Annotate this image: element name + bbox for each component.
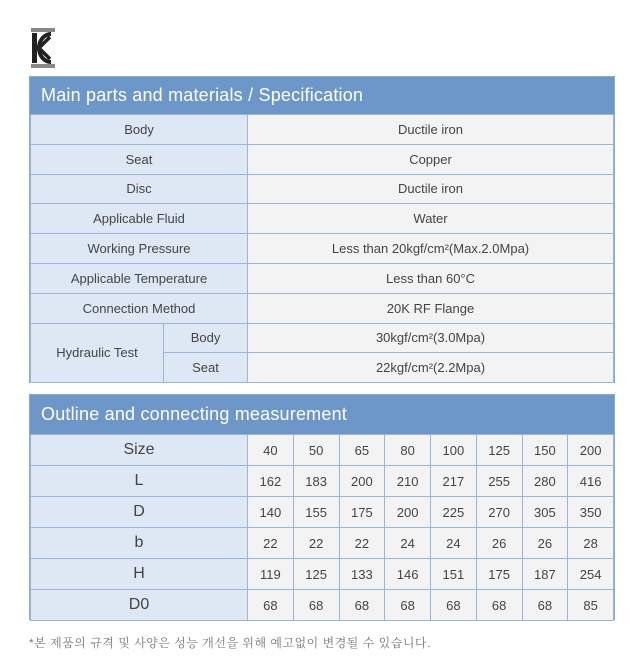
spec-label: Applicable Temperature — [31, 263, 248, 293]
spec-row — [31, 293, 614, 323]
measurement-value: 140 — [248, 497, 294, 528]
measurement-label: D0 — [31, 590, 248, 621]
measurement-value: 22 — [339, 528, 385, 559]
kc-certification-mark-icon — [30, 26, 56, 72]
measurement-value: 183 — [293, 466, 339, 497]
measurement-value: 68 — [293, 590, 339, 621]
measurement-value: 175 — [476, 559, 522, 590]
hydraulic-sub-value: 22kgf/cm²(2.2Mpa) — [248, 353, 614, 383]
measurement-value: 24 — [431, 528, 477, 559]
measurement-row — [31, 559, 614, 590]
spec-row — [31, 174, 614, 204]
measurement-value: 200 — [568, 435, 614, 466]
measurement-row — [31, 435, 614, 466]
outline-title: Outline and connecting measurement — [30, 395, 614, 434]
measurement-label: Size — [31, 435, 248, 466]
spec-label: Body — [31, 115, 248, 145]
measurement-value: 68 — [431, 590, 477, 621]
measurement-value: 225 — [431, 497, 477, 528]
measurement-value: 155 — [293, 497, 339, 528]
measurement-value: 80 — [385, 435, 431, 466]
spec-value: 20K RF Flange — [248, 293, 614, 323]
spec-label: Applicable Fluid — [31, 204, 248, 234]
measurement-value: 133 — [339, 559, 385, 590]
measurement-value: 28 — [568, 528, 614, 559]
hydraulic-test-label: Hydraulic Test — [31, 323, 164, 383]
spec-label: Connection Method — [31, 293, 248, 323]
measurement-value: 150 — [522, 435, 568, 466]
measurement-value: 22 — [248, 528, 294, 559]
measurement-value: 151 — [431, 559, 477, 590]
measurement-value: 50 — [293, 435, 339, 466]
specification-table — [30, 114, 614, 383]
measurement-row — [31, 528, 614, 559]
measurement-value: 100 — [431, 435, 477, 466]
outline-table — [30, 434, 614, 621]
spec-row — [31, 144, 614, 174]
spec-value: Copper — [248, 144, 614, 174]
spec-row — [31, 234, 614, 264]
spec-value: Ductile iron — [248, 115, 614, 145]
measurement-value: 187 — [522, 559, 568, 590]
hydraulic-sub-label: Body — [164, 323, 248, 353]
spec-label: Working Pressure — [31, 234, 248, 264]
measurement-value: 255 — [476, 466, 522, 497]
measurement-value: 26 — [476, 528, 522, 559]
spec-value: Ductile iron — [248, 174, 614, 204]
spec-row — [31, 263, 614, 293]
outline-panel — [29, 394, 615, 620]
measurement-value: 125 — [476, 435, 522, 466]
measurement-value: 68 — [476, 590, 522, 621]
spec-value: Less than 20kgf/cm²(Max.2.0Mpa) — [248, 234, 614, 264]
measurement-label: H — [31, 559, 248, 590]
measurement-value: 210 — [385, 466, 431, 497]
measurement-value: 65 — [339, 435, 385, 466]
measurement-value: 22 — [293, 528, 339, 559]
measurement-row — [31, 466, 614, 497]
measurement-value: 26 — [522, 528, 568, 559]
measurement-value: 270 — [476, 497, 522, 528]
measurement-value: 200 — [385, 497, 431, 528]
measurement-row — [31, 590, 614, 621]
measurement-value: 254 — [568, 559, 614, 590]
measurement-value: 24 — [385, 528, 431, 559]
measurement-value: 280 — [522, 466, 568, 497]
measurement-row — [31, 497, 614, 528]
measurement-value: 68 — [248, 590, 294, 621]
spec-row-hydraulic-body — [31, 323, 614, 353]
measurement-value: 175 — [339, 497, 385, 528]
spec-value: Water — [248, 204, 614, 234]
hydraulic-sub-label: Seat — [164, 353, 248, 383]
spec-label: Seat — [31, 144, 248, 174]
measurement-value: 125 — [293, 559, 339, 590]
measurement-value: 146 — [385, 559, 431, 590]
measurement-value: 85 — [568, 590, 614, 621]
specification-title: Main parts and materials / Specification — [30, 77, 614, 114]
spec-value: Less than 60°C — [248, 263, 614, 293]
spec-row — [31, 115, 614, 145]
measurement-label: D — [31, 497, 248, 528]
measurement-value: 350 — [568, 497, 614, 528]
measurement-value: 68 — [385, 590, 431, 621]
measurement-value: 40 — [248, 435, 294, 466]
hydraulic-sub-value: 30kgf/cm²(3.0Mpa) — [248, 323, 614, 353]
measurement-value: 200 — [339, 466, 385, 497]
footnote: *본 제품의 규격 및 사양은 성능 개선을 위해 예고없이 변경될 수 있습니다. — [29, 636, 431, 650]
spec-row — [31, 204, 614, 234]
specification-panel — [29, 76, 615, 383]
measurement-value: 68 — [522, 590, 568, 621]
measurement-value: 305 — [522, 497, 568, 528]
spec-label: Disc — [31, 174, 248, 204]
measurement-value: 119 — [248, 559, 294, 590]
measurement-value: 217 — [431, 466, 477, 497]
measurement-label: b — [31, 528, 248, 559]
measurement-value: 416 — [568, 466, 614, 497]
measurement-value: 68 — [339, 590, 385, 621]
measurement-label: L — [31, 466, 248, 497]
measurement-value: 162 — [248, 466, 294, 497]
